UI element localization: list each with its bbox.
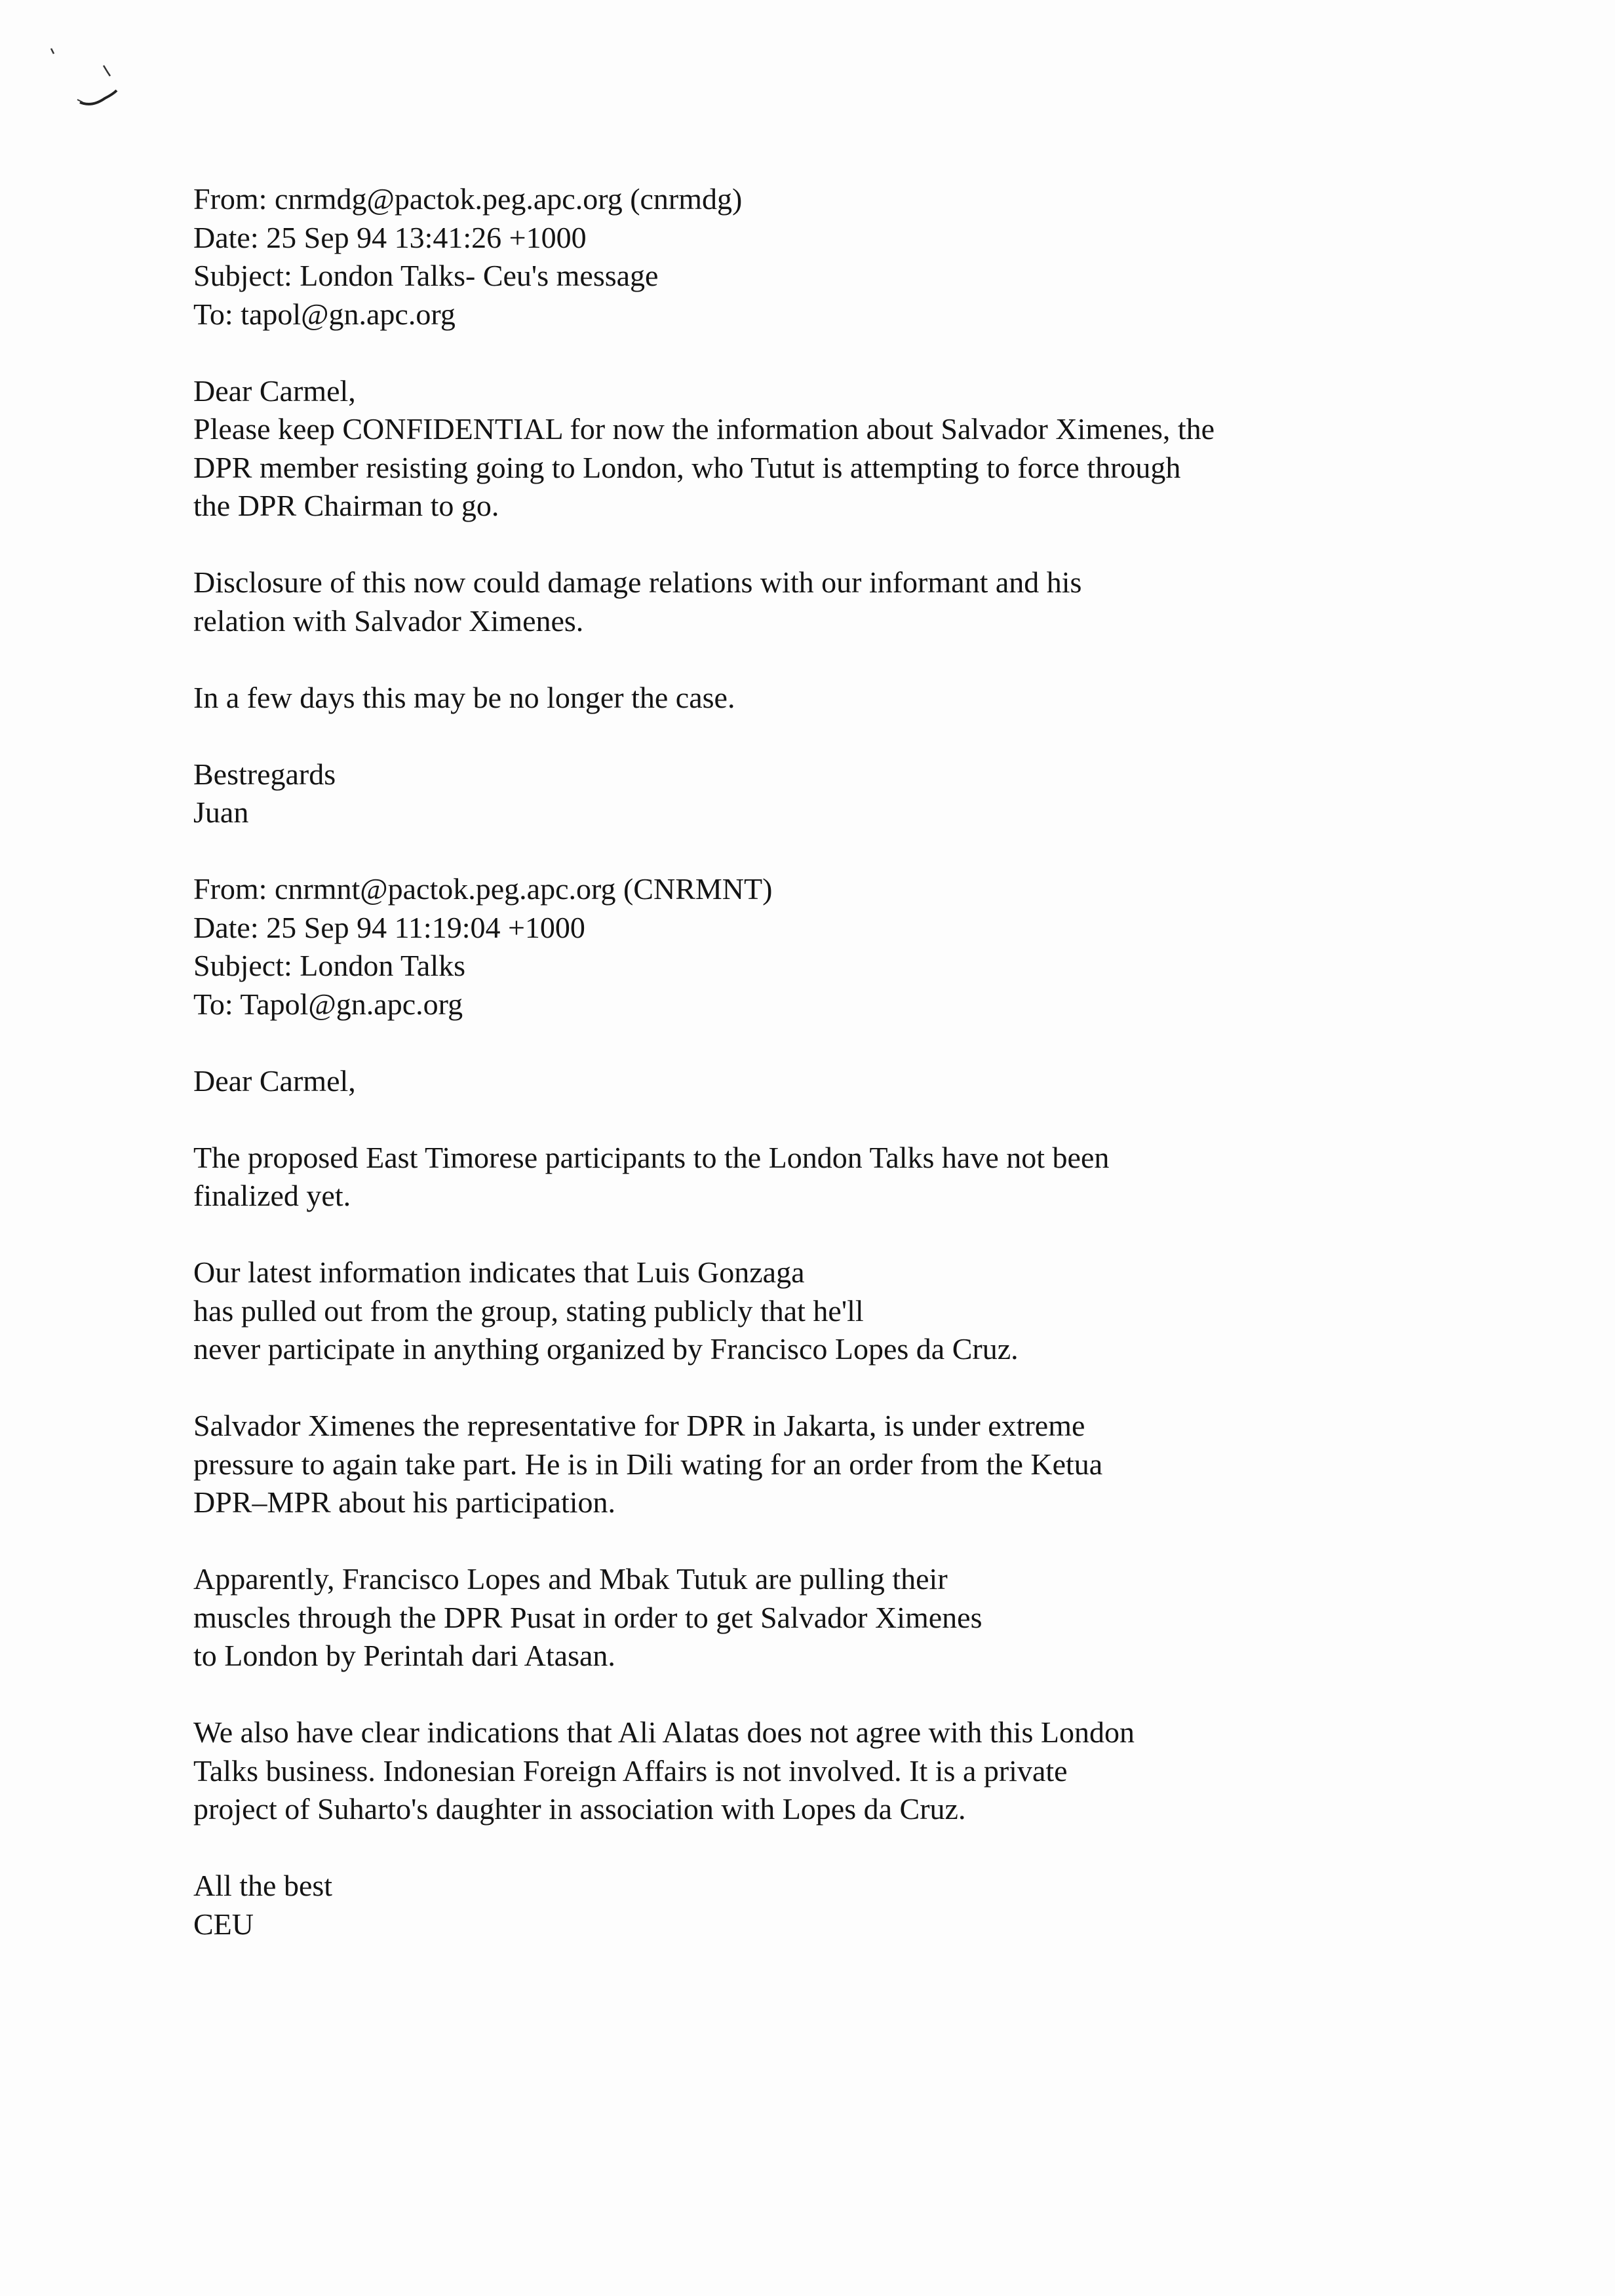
body-line: never participate in anything organized by Francisco Lopes da Cruz. [193, 1332, 1019, 1366]
body-line: to London by Perintah dari Atasan. [193, 1639, 615, 1672]
body-line: Talks business. Indonesian Foreign Affairs is not involved. It is a private [193, 1753, 1068, 1788]
signer-name: CEU [193, 1907, 254, 1941]
closing-line: Bestregards [193, 757, 336, 791]
signature [193, 756, 1439, 832]
body-line: DPR member resisting going to London, who Tutut is attempting to force through [193, 450, 1181, 484]
body-paragraph [193, 1560, 1439, 1675]
email-printout [193, 180, 1439, 1982]
email-message-2 [193, 870, 1439, 1943]
header-to: To: tapol@gn.apc.org [193, 297, 456, 331]
body-line: Dear Carmel, [193, 1063, 356, 1098]
header-subject: Subject: London Talks- Ceu's message [193, 259, 659, 292]
header-subject: Subject: London Talks [193, 949, 466, 982]
signer-name: Juan [193, 795, 249, 829]
body-paragraph [193, 564, 1439, 640]
body-paragraph [193, 372, 1439, 526]
body-line: DPR–MPR about his participation. [193, 1485, 615, 1519]
scan-artifact-mark [39, 39, 125, 118]
header-from: From: cnrmnt@pactok.peg.apc.org (CNRMNT) [193, 872, 773, 906]
body-line: In a few days this may be no longer the case. [193, 680, 735, 714]
header-to: To: Tapol@gn.apc.org [193, 987, 463, 1021]
body-paragraph [193, 1713, 1439, 1829]
body-paragraph [193, 1139, 1439, 1215]
signature [193, 1867, 1439, 1943]
header-from: From: cnrmdg@pactok.peg.apc.org (cnrmdg) [193, 182, 743, 216]
email-header [193, 180, 1439, 334]
body-line: muscles through the DPR Pusat in order to get Salvador Ximenes [193, 1600, 983, 1634]
header-date: Date: 25 Sep 94 13:41:26 +1000 [193, 220, 587, 254]
header-date: Date: 25 Sep 94 11:19:04 +1000 [193, 910, 585, 944]
body-line: project of Suharto's daughter in association with Lopes da Cruz. [193, 1792, 966, 1826]
body-line: Please keep CONFIDENTIAL for now the information about Salvador Ximenes, the [193, 412, 1215, 446]
body-line: The proposed East Timorese participants to the London Talks have not been [193, 1140, 1110, 1174]
body-line: Our latest information indicates that Luis Gonzaga [193, 1255, 805, 1289]
email-header [193, 870, 1439, 1024]
body-paragraph [193, 1253, 1439, 1369]
body-line: Dear Carmel, [193, 373, 356, 408]
body-line: relation with Salvador Ximenes. [193, 603, 584, 638]
body-paragraph [193, 679, 1439, 718]
body-paragraph [193, 1407, 1439, 1522]
body-line: Disclosure of this now could damage relations with our informant and his [193, 565, 1082, 599]
body-line: Salvador Ximenes the representative for DPR in Jakarta, is under extreme [193, 1409, 1085, 1442]
body-line: We also have clear indications that Ali Alatas does not agree with this London [193, 1715, 1135, 1749]
body-line: finalized yet. [193, 1179, 351, 1212]
body-line: has pulled out from the group, stating publicly that he'll [193, 1293, 864, 1328]
body-line: Apparently, Francisco Lopes and Mbak Tutuk are pulling their [193, 1562, 948, 1596]
body-line: the DPR Chairman to go. [193, 489, 499, 522]
email-message-1 [193, 180, 1439, 832]
closing-line: All the best [193, 1869, 333, 1902]
body-line: pressure to again take part. He is in Dili wating for an order from the Ketua [193, 1447, 1103, 1481]
salutation [193, 1062, 1439, 1101]
